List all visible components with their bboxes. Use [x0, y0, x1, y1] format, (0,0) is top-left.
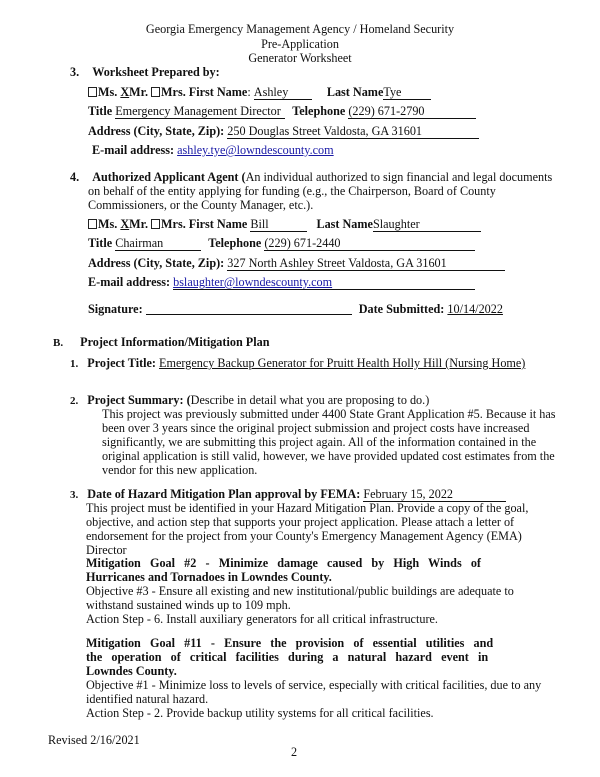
project-summary-heading	[70, 393, 429, 408]
address-field[interactable]: 327 North Ashley Street Valdosta, GA 31601	[227, 257, 505, 271]
section4-number: 4.	[70, 170, 80, 184]
goal11-action-step: Action Step - 2. Provide backup utility systems for all critical facilities.	[86, 706, 434, 720]
item3-number: 3.	[70, 489, 79, 501]
project-summary-line: significantly, we are submitting this project again. All of the information contained in the	[102, 435, 537, 449]
section4-signature-row	[88, 302, 503, 316]
mr-label: Mr.	[129, 217, 148, 231]
goal11-heading-line3: Lowndes County.	[86, 664, 177, 678]
project-summary-line: been over 3 years since the original project submission and project costs have increased	[102, 421, 530, 435]
title-label: Title	[88, 104, 113, 118]
section4-email-row	[88, 275, 475, 290]
revision-note: Revised 2/16/2021	[48, 733, 140, 747]
fema-instruction-line: This project must be identified in your Hazard Mitigation Plan. Provide a copy of the goal,	[86, 501, 529, 515]
mrs-label: Mrs.	[161, 85, 186, 99]
first-name-label: First Name	[188, 217, 248, 231]
ms-label: Ms.	[98, 85, 118, 99]
date-submitted-value[interactable]: 10/14/2022	[447, 302, 503, 316]
address-label: Address (City, State, Zip):	[88, 124, 225, 138]
title-label: Title	[88, 236, 113, 250]
section3-email-row	[92, 143, 334, 157]
email-link[interactable]: ashley.tye@lowndescounty.com	[177, 143, 334, 157]
sectionB-heading	[53, 335, 269, 350]
item2-number: 2.	[70, 395, 79, 407]
goal2-heading-line1: Mitigation Goal #2 - Minimize damage caused by High Winds of	[86, 556, 481, 570]
item1-number: 1.	[70, 358, 79, 370]
document-header	[0, 22, 600, 66]
section4-description-2: on behalf of the entity applying for funding (e.g., the Chairperson, Board of County	[88, 184, 496, 198]
goal2-heading-line2: Hurricanes and Tornadoes in Lowndes County.	[86, 570, 332, 584]
salutation-x-mark: X	[120, 85, 130, 99]
project-title-label: Project Title:	[87, 356, 156, 370]
page-number: 2	[291, 745, 298, 759]
telephone-label: Telephone	[292, 104, 346, 118]
fema-approval-label: Date of Hazard Mitigation Plan approval by FEMA:	[87, 487, 361, 501]
project-title-row	[70, 356, 525, 371]
section4-description-3: Commissioners, or the County Manager, etc.).	[88, 198, 314, 212]
project-title-value: Emergency Backup Generator for Pruitt Health Holly Hill (Nursing Home)	[159, 356, 526, 370]
telephone-label: Telephone	[208, 236, 262, 250]
fema-approval-date: February 15, 2022	[363, 488, 506, 502]
email-link[interactable]: bslaughter@lowndescounty.com	[173, 276, 475, 290]
mrs-label: Mrs.	[161, 217, 186, 231]
first-name-label: First Name	[188, 85, 248, 99]
goal11-objective-line2: identified natural hazard.	[86, 692, 209, 706]
date-submitted-label: Date Submitted:	[358, 302, 445, 316]
last-name-label: Last Name	[316, 217, 373, 231]
first-name-field[interactable]: Bill	[250, 218, 307, 232]
mr-label: Mr.	[129, 85, 148, 99]
salutation-x-mark: X	[120, 217, 130, 231]
section4-description-1: An individual authorized to sign financial and legal documents	[245, 170, 553, 184]
mrs-checkbox-icon[interactable]	[151, 219, 160, 229]
goal2-objective-line1: Objective #3 - Ensure all existing and new institutional/public buildings are adequate to	[86, 584, 514, 598]
ms-label: Ms.	[98, 217, 118, 231]
telephone-field[interactable]: (229) 671-2790	[348, 105, 476, 119]
first-name-field[interactable]: Ashley	[254, 86, 312, 100]
mrs-checkbox-icon[interactable]	[151, 87, 160, 97]
section4-address-row	[88, 256, 505, 271]
fema-approval-row	[70, 487, 506, 502]
fema-instruction-line: objective, and action step that supports your project application. Please attach a letter of	[86, 515, 515, 529]
goal2-objective-line2: withstand sustained winds up to 109 mph.	[86, 598, 291, 612]
address-field[interactable]: 250 Douglas Street Valdosta, GA 31601	[227, 125, 479, 139]
goal11-objective-line1: Objective #1 - Minimize loss to levels of service, especially with critical facilities, due to any	[86, 678, 542, 692]
title-field[interactable]: Chairman	[115, 237, 201, 251]
fema-instruction-line: Director	[86, 543, 127, 557]
project-summary-hint: Describe in detail what you are proposing to do.)	[190, 393, 430, 407]
last-name-field[interactable]: Tye	[383, 86, 431, 100]
ms-checkbox-icon[interactable]	[88, 87, 97, 97]
section4-heading	[70, 170, 552, 184]
header-agency: Georgia Emergency Management Agency / Homeland Security	[145, 22, 455, 36]
section3-address-row	[88, 124, 479, 139]
signature-label: Signature:	[88, 302, 143, 316]
section3-name-row: Ms. XMr. Mrs. First Name: Ashley Last NameTye	[88, 85, 431, 100]
sectionB-letter: B.	[53, 337, 64, 349]
ms-checkbox-icon[interactable]	[88, 219, 97, 229]
last-name-label: Last Name	[326, 85, 384, 99]
section4-title: Authorized Applicant Agent (	[92, 170, 246, 184]
address-label: Address (City, State, Zip):	[88, 256, 225, 270]
section3-number: 3.	[70, 65, 80, 79]
header-worksheet: Generator Worksheet	[248, 51, 352, 66]
project-summary-line: This project was previously submitted under 4400 State Grant Application #5. Because it has	[102, 407, 556, 421]
project-summary-line: original application is still valid, however, we have provided updated cost estimates from the	[102, 449, 555, 463]
section3-heading	[70, 65, 220, 79]
project-summary-line: vendor for this new application.	[102, 463, 258, 477]
section3-title-row	[88, 104, 476, 119]
sectionB-title: Project Information/Mitigation Plan	[80, 335, 270, 349]
title-field[interactable]: Emergency Management Director	[115, 105, 285, 119]
telephone-field[interactable]: (229) 671-2440	[264, 237, 475, 251]
goal11-heading-line2: the operation of critical facilities during a natural hazard event in	[86, 650, 489, 664]
section4-title-row	[88, 236, 475, 251]
last-name-field[interactable]: Slaughter	[373, 218, 481, 232]
section3-title: Worksheet Prepared by:	[92, 65, 220, 79]
project-summary-label: Project Summary: (	[87, 393, 191, 407]
section4-name-row	[88, 217, 481, 232]
signature-field[interactable]	[146, 302, 352, 315]
goal2-action-step: Action Step - 6. Install auxiliary generators for all critical infrastructure.	[86, 612, 438, 626]
header-pre-application: Pre-Application	[261, 36, 339, 51]
fema-instruction-line: endorsement for the project from your County's Emergency Management Agency (EMA)	[86, 529, 522, 543]
email-label: E-mail address:	[92, 143, 175, 157]
goal11-heading-line1: Mitigation Goal #11 - Ensure the provision of essential utilities and	[86, 636, 494, 650]
email-label: E-mail address:	[88, 275, 171, 289]
